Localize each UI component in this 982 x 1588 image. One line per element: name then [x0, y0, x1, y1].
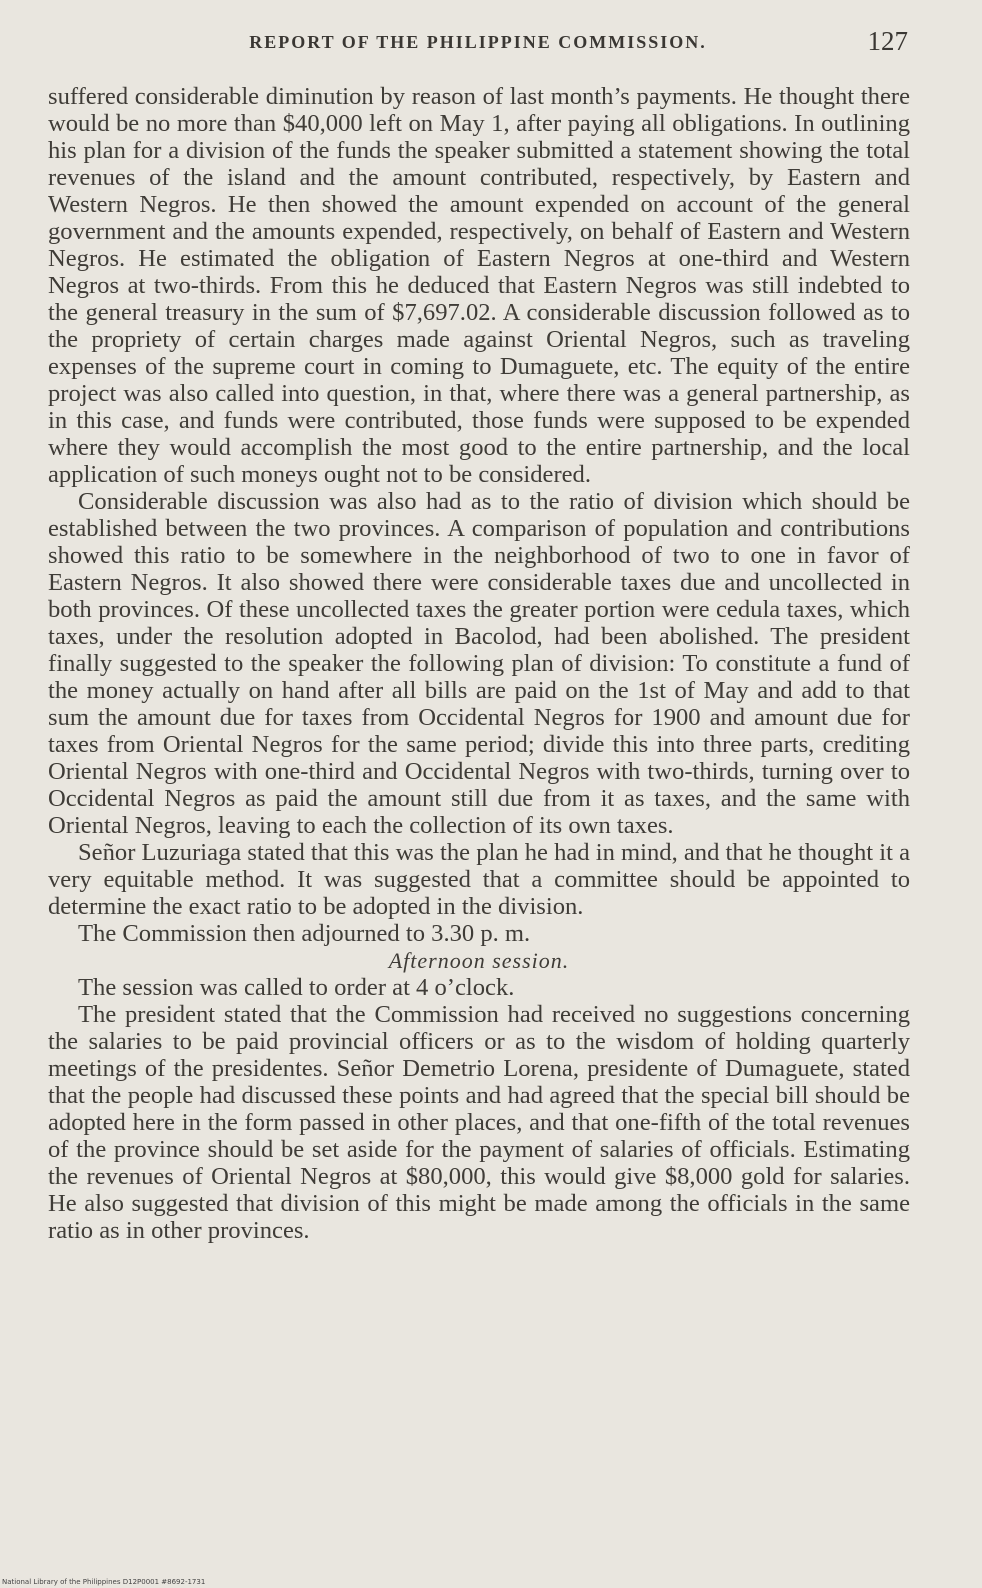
paragraph: Señor Luzuriaga stated that this was the plan he had in mind, and that he thought it a very equitable method. It was suggested that a committee should be appointed to determine the exact ratio to be adopted in the division.: [48, 839, 910, 920]
paragraph: The Commission then adjourned to 3.30 p. m.: [78, 920, 531, 947]
running-head: REPORT OF THE PHILIPPINE COMMISSION.: [249, 32, 707, 52]
page-number: 127: [867, 26, 908, 56]
paragraph: The president stated that the Commission had received no suggestions concerning the salaries to be paid provincial officers or as to the wisdom of holding quarterly meetings of the presidentes. Señor Demetrio Lorena, presidente of Dumaguete, stated that the people had discussed these points and had agreed that the special bill should be adopted here in the form passed in other places, and that one-fifth of the total revenues of the province should be set aside for the payment of salaries of officials. Estimating the revenues of Oriental Negros at $80,000, this would give $8,000 gold for salaries. He also suggested that division of this might be made among the officials in the same ratio as in other provinces.: [48, 1001, 910, 1244]
page-header: [48, 26, 908, 56]
paragraph: Considerable discussion was also had as to the ratio of division which should be established between the two provinces. A comparison of population and contributions showed this ratio to be somewhere in the neighborhood of two to one in favor of Eastern Negros. It also showed there were considerable taxes due and uncollected in both provinces. Of these uncollected taxes the greater portion were cedula taxes, which taxes, under the resolution adopted in Bacolod, had been abolished. The president finally suggested to the speaker the following plan of division: To constitute a fund of the money actually on hand after all bills are paid on the 1st of May and add to that sum the amount due for taxes from Occidental Negros for 1900 and amount due for taxes from Oriental Negros for the same period; divide this into three parts, crediting Oriental Negros with one-third and Occidental Negros with two-thirds, turning over to Occidental Negros as paid the amount still due from it as taxes, and the same with Oriental Negros, leaving to each the collection of its own taxes.: [48, 488, 910, 839]
paragraph: suffered considerable diminution by reason of last month’s payments. He thought there would be no more than $40,000 left on May 1, after paying all obligations. In outlining his plan for a division of the funds the speaker submitted a statement showing the total revenues of the island and the amount contributed, respectively, by Eastern and Western Negros. He then showed the amount expended on account of the general government and the amounts expended, respectively, on behalf of Eastern and Western Negros. He estimated the obligation of Eastern Negros at one-third and Western Negros at two-thirds. From this he deduced that Eastern Negros was still indebted to the general treasury in the sum of $7,697.02. A considerable discussion followed as to the propriety of certain charges made against Oriental Negros, such as traveling expenses of the supreme court in coming to Dumaguete, etc. The equity of the entire project was also called into question, in that, where there was a general partnership, as in this case, and funds were contributed, those funds were supposed to be expended where they would accomplish the most good to the entire partnership, and the local application of such moneys ought not to be considered.: [48, 83, 910, 488]
section-subheading: Afternoon session.: [388, 948, 570, 973]
paragraph: The session was called to order at 4 o’clock.: [78, 974, 515, 1001]
scan-credit: National Library of the Philippines D12P0001 #8692-1731: [2, 1578, 206, 1586]
body-text: [48, 83, 910, 1244]
